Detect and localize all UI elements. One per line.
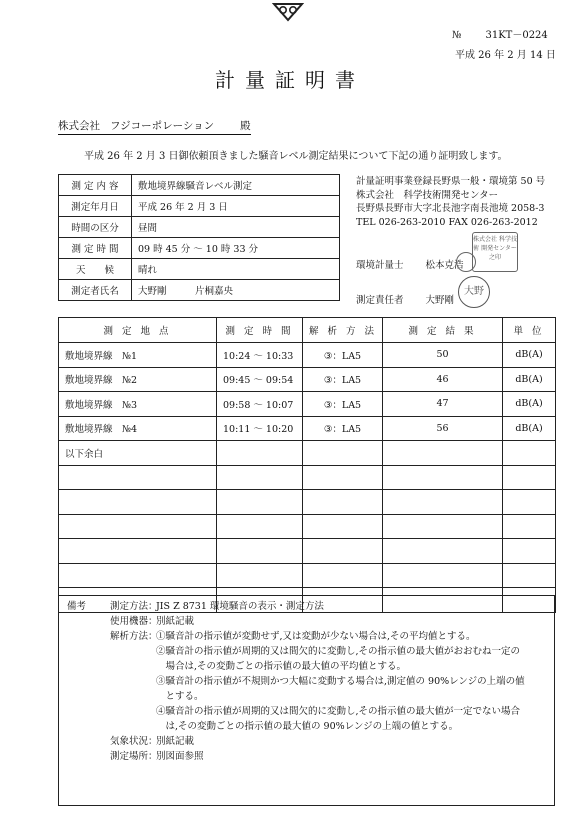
addressee-company-prefix: 株式会社: [58, 120, 100, 132]
manager-seal: 大野: [458, 276, 490, 308]
remarks-box: [58, 595, 555, 806]
measurer-name: 松本克浩: [425, 260, 464, 271]
empty-cell: [59, 465, 217, 490]
empty-cell: [503, 514, 556, 539]
cell-time: 09:45 ～ 09:54: [217, 367, 303, 392]
empty-cell: [303, 539, 383, 564]
analysis-line: とする。: [156, 691, 204, 702]
header-method: 解 析 方 法: [303, 318, 383, 343]
analysis-line: 場合は,その変動ごとの指示値の最大値の平均値とする。: [156, 661, 407, 672]
remarks-equipment-label: 使用機器：: [110, 616, 158, 627]
cell-method: ③：LA5: [303, 392, 383, 417]
remarks-location-value: 別図面参照: [156, 751, 204, 762]
empty-cell: [503, 465, 556, 490]
results-header-row: [59, 318, 556, 343]
table-row: [59, 416, 556, 441]
cell-result: 50: [383, 343, 503, 368]
empty-cell: [217, 490, 303, 515]
measurer-seal-icon: [456, 252, 476, 272]
company-stamp: 株式会社 科学技術 開発センター 之印: [472, 232, 518, 272]
empty-cell: [503, 539, 556, 564]
empty-cell: [59, 563, 217, 588]
table-row: [59, 392, 556, 417]
analysis-line: は,その変動ごとの指示値の最大値の 90%レンジの上端の値とする。: [156, 721, 459, 732]
cell-point: 敷地境界線 №1: [59, 343, 217, 368]
header-time: 測 定 時 間: [217, 318, 303, 343]
issuer-contact: TEL 026-263-2010 FAX 026-263-2012: [356, 216, 538, 228]
measurer-line: [356, 257, 464, 271]
info-label: 天 候: [59, 259, 132, 280]
table-row: [59, 343, 556, 368]
info-value: 09 時 45 分 ～ 10 時 33 分: [132, 238, 340, 259]
empty-cell: [503, 490, 556, 515]
cell-point: 敷地境界線 №4: [59, 416, 217, 441]
remarks-method-label: 測定方法：: [110, 601, 158, 612]
empty-cell: [303, 465, 383, 490]
empty-cell: [217, 514, 303, 539]
remarks-equipment-value: 別紙記載: [156, 616, 195, 627]
cell-unit: dB(A): [503, 392, 556, 417]
info-label: 測 定 内 容: [59, 175, 132, 196]
empty-cell: [383, 465, 503, 490]
issuer-block: [356, 175, 545, 229]
empty-row: [59, 490, 556, 515]
analysis-line: ②騒音計の指示値が周期的又は間欠的に変動し,その指示値の最大値がおおむね一定の: [156, 646, 521, 657]
cell-time: 10:24 ～ 10:33: [217, 343, 303, 368]
empty-cell: [217, 441, 303, 466]
empty-cell: [503, 563, 556, 588]
empty-cell: [217, 563, 303, 588]
document-number-value: 31KT－0224: [485, 30, 548, 41]
issuer-address: 長野県長野市大字北長池字南長池境 2058-3: [356, 203, 545, 214]
empty-cell: [383, 514, 503, 539]
info-value: 平成 26 年 2 月 3 日: [132, 196, 340, 217]
header-unit: 単 位: [503, 318, 556, 343]
manager-label: 測定責任者: [356, 295, 404, 306]
empty-cell: [303, 490, 383, 515]
page-title: 計量証明書: [215, 68, 365, 92]
empty-row: [59, 563, 556, 588]
empty-cell: [383, 563, 503, 588]
results-table: [58, 317, 556, 613]
info-row: [59, 280, 340, 301]
cell-time: 10:11 ～ 10:20: [217, 416, 303, 441]
issuer-registration: 計量証明事業登録長野県一般・環境第 50 号: [356, 176, 546, 187]
addressee: [58, 118, 251, 135]
intro-text: 平成 26 年 2 月 3 日御依頼頂きました騒音レベル測定結果について下記の通り証明致します。: [84, 151, 508, 162]
empty-row: [59, 514, 556, 539]
issuer-company: 株式会社 科学技術開発センター: [356, 189, 499, 201]
analysis-line: ③騒音計の指示値が不規則かつ大幅に変動する場合は,測定値の 90%レンジの上端の値: [156, 676, 525, 687]
document-number: [452, 26, 548, 41]
info-label: 測 定 時 間: [59, 238, 132, 259]
empty-cell: [59, 539, 217, 564]
cell-unit: dB(A): [503, 343, 556, 368]
empty-cell: [383, 490, 503, 515]
cell-method: ③：LA5: [303, 343, 383, 368]
empty-cell: [303, 514, 383, 539]
info-label: 測定年月日: [59, 196, 132, 217]
info-row: [59, 238, 340, 259]
table-row: [59, 441, 556, 466]
remainder-text: 以下余白: [59, 441, 217, 466]
remarks-header: 備考: [67, 601, 87, 612]
remarks-weather-value: 別紙記載: [156, 736, 195, 747]
info-row: [59, 217, 340, 238]
analysis-line: ④騒音計の指示値が周期的又は間欠的に変動し,その指示値の最大値が一定でない場合: [156, 706, 521, 717]
cell-unit: dB(A): [503, 416, 556, 441]
info-value: 晴れ: [132, 259, 340, 280]
empty-cell: [303, 563, 383, 588]
empty-row: [59, 465, 556, 490]
info-value: 昼間: [132, 217, 340, 238]
info-row: [59, 175, 340, 196]
empty-cell: [503, 441, 556, 466]
cell-result: 46: [383, 367, 503, 392]
cell-method: ③：LA5: [303, 416, 383, 441]
header-result: 測 定 結 果: [383, 318, 503, 343]
remarks-location-label: 測定場所：: [110, 751, 158, 762]
cell-unit: dB(A): [503, 367, 556, 392]
cell-point: 敷地境界線 №3: [59, 392, 217, 417]
remarks-analysis-label: 解析方法：: [110, 631, 158, 642]
measurer-label: 環境計量士: [356, 260, 404, 271]
manager-line: [356, 292, 454, 306]
empty-row: [59, 539, 556, 564]
analysis-line: ①騒音計の指示値が変動せず,又は変動が少ない場合は,その平均値とする。: [156, 631, 476, 642]
measurement-info-table: [58, 174, 340, 301]
info-label: 時間の区分: [59, 217, 132, 238]
manager-name: 大野剛: [425, 295, 455, 306]
empty-cell: [217, 539, 303, 564]
cell-time: 09:58 ～ 10:07: [217, 392, 303, 417]
table-row: [59, 367, 556, 392]
remarks-weather-label: 気象状況：: [110, 736, 158, 747]
info-value: 大野剛 片桐嘉央: [132, 280, 340, 301]
cell-result: 56: [383, 416, 503, 441]
document-number-label: №: [452, 30, 462, 41]
empty-cell: [59, 514, 217, 539]
header-point: 測 定 地 点: [59, 318, 217, 343]
empty-cell: [383, 539, 503, 564]
empty-cell: [303, 441, 383, 466]
cell-method: ③：LA5: [303, 367, 383, 392]
info-row: [59, 196, 340, 217]
info-label: 測定者氏名: [59, 280, 132, 301]
info-row: [59, 259, 340, 280]
empty-cell: [59, 490, 217, 515]
issue-date: 平成 26 年 2 月 14 日: [455, 50, 556, 61]
empty-cell: [217, 465, 303, 490]
cell-point: 敷地境界線 №2: [59, 367, 217, 392]
cell-result: 47: [383, 392, 503, 417]
remarks-method-value: JIS Z 8731 環境騒音の表示・測定方法: [156, 601, 324, 612]
info-value: 敷地境界線騒音レベル測定: [132, 175, 340, 196]
addressee-company: フジコーポレーション: [110, 120, 215, 132]
empty-cell: [383, 441, 503, 466]
company-logo-icon: [272, 2, 304, 22]
addressee-honorific: 殿: [240, 120, 251, 132]
